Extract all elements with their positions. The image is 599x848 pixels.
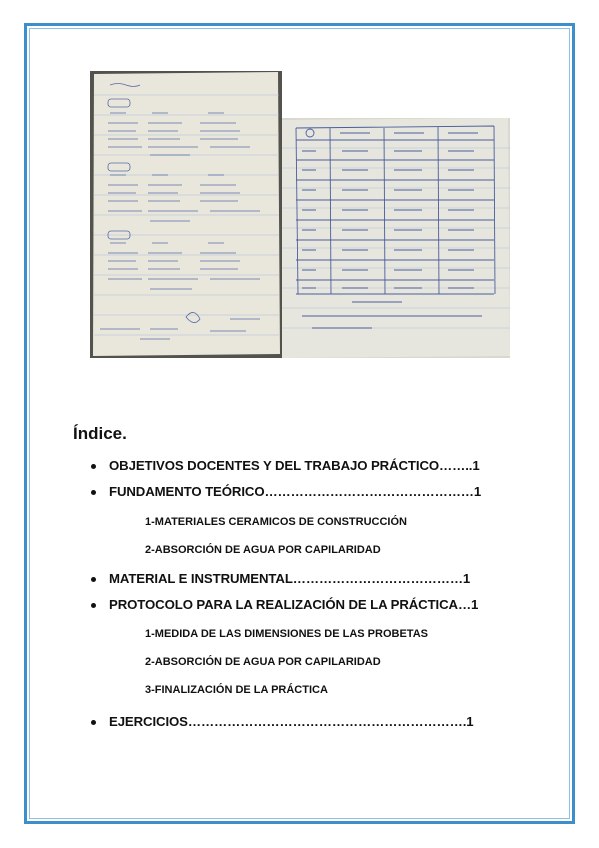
- toc-subitem-absorcion-2[interactable]: 2-ABSORCIÓN DE AGUA POR CAPILARIDAD: [145, 656, 381, 668]
- bullet-icon: [91, 577, 96, 582]
- toc-item-ejercicios[interactable]: EJERCICIOS……………………………………………………….1: [109, 714, 474, 729]
- toc-item-material[interactable]: MATERIAL E INSTRUMENTAL…………………………………1: [109, 571, 471, 586]
- bullet-icon: [91, 490, 96, 495]
- toc-item-fundamento[interactable]: FUNDAMENTO TEÓRICO…………………………………………1: [109, 484, 482, 499]
- bullet-icon: [91, 720, 96, 725]
- bullet-icon: [91, 603, 96, 608]
- toc-item-objetivos[interactable]: OBJETIVOS DOCENTES Y DEL TRABAJO PRÁCTICO……..1: [109, 458, 480, 473]
- toc-subitem-materiales[interactable]: 1-MATERIALES CERAMICOS DE CONSTRUCCIÓN: [145, 516, 407, 528]
- notebook-photo-left: [90, 71, 282, 358]
- index-heading: Índice.: [73, 424, 127, 443]
- bullet-icon: [91, 464, 96, 469]
- toc-item-protocolo[interactable]: PROTOCOLO PARA LA REALIZACIÓN DE LA PRÁCTICA…1: [109, 597, 479, 612]
- toc-subitem-medida[interactable]: 1-MEDIDA DE LAS DIMENSIONES DE LAS PROBETAS: [145, 628, 428, 640]
- toc-subitem-absorcion[interactable]: 2-ABSORCIÓN DE AGUA POR CAPILARIDAD: [145, 544, 381, 556]
- toc-subitem-finalizacion[interactable]: 3-FINALIZACIÓN DE LA PRÁCTICA: [145, 684, 328, 696]
- data-table-photo-right: [282, 118, 510, 358]
